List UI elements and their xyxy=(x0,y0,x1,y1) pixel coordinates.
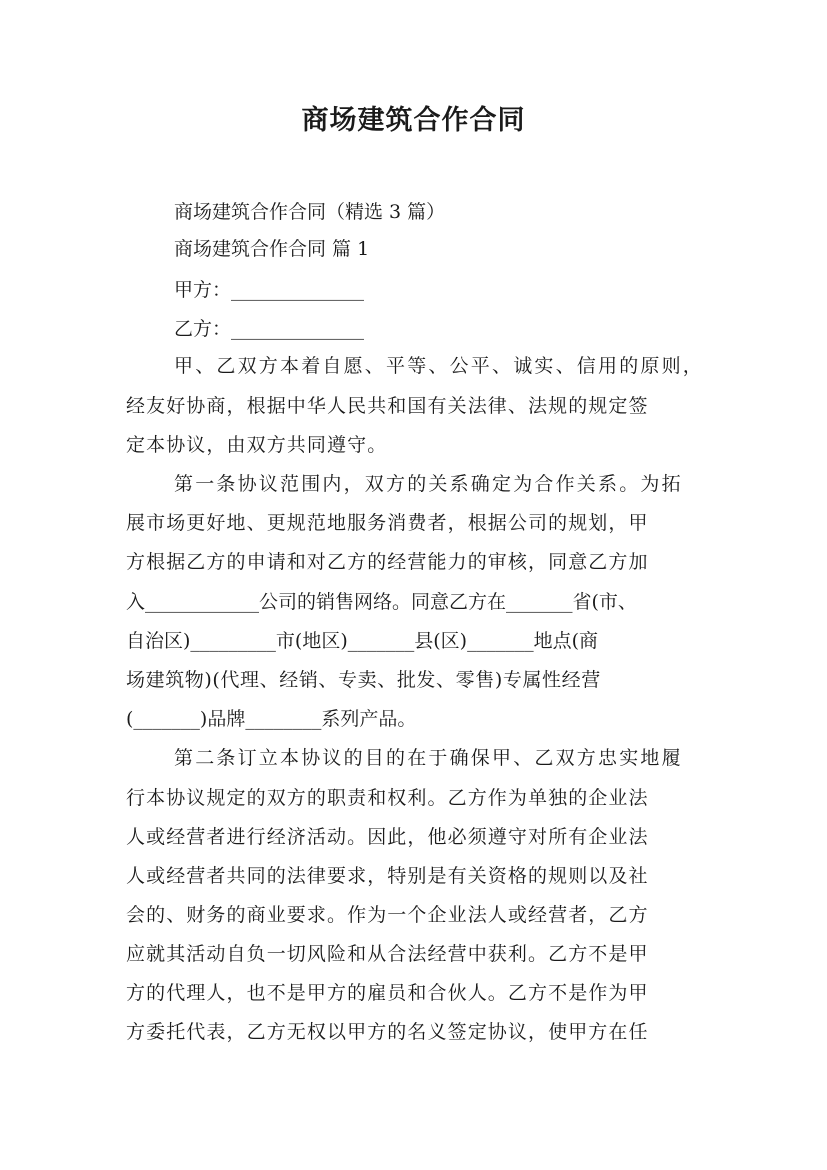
paragraph-line: 定本协议，由双方共同遵守。 xyxy=(126,434,388,456)
section-heading: 商场建筑合作合同 篇 1 xyxy=(174,238,370,260)
party-a-line: 甲方：______________ xyxy=(174,279,365,301)
paragraph-line: 人或经营者共同的法律要求，特别是有关资格的规则以及社 xyxy=(126,865,649,887)
paragraph-line: 方根据乙方的申请和对乙方的经营能力的审核，同意乙方加 xyxy=(126,551,649,573)
paragraph-line: 人或经营者进行经济活动。因此，他必须遵守对所有企业法 xyxy=(126,826,649,848)
paragraph-line: 行本协议规定的双方的职责和权利。乙方作为单独的企业法 xyxy=(126,787,649,809)
paragraph-line: (_______)品牌________系列产品。 xyxy=(126,708,417,730)
paragraph-line: 展市场更好地、更规范地服务消费者，根据公司的规划，甲 xyxy=(126,512,649,534)
paragraph-line: 甲、乙双方本着自愿、平等、公平、诚实、信用的原则， xyxy=(174,355,705,377)
paragraph-line: 经友好协商，根据中华人民共和国有关法律、法规的规定签 xyxy=(126,395,649,417)
party-b-line: 乙方：______________ xyxy=(174,318,365,340)
paragraph-line: 入____________公司的销售网络。同意乙方在_______省(市、 xyxy=(126,591,637,613)
paragraph-line: 方委托代表，乙方无权以甲方的名义签定协议，使甲方在任 xyxy=(126,1021,649,1043)
document-title: 商场建筑合作合同 xyxy=(301,105,526,136)
paragraph-line: 场建筑物)(代理、经销、专卖、批发、零售)专属性经营 xyxy=(126,669,601,691)
paragraph-line: 会的、财务的商业要求。作为一个企业法人或经营者，乙方 xyxy=(126,904,649,926)
paragraph-line: 自治区)_________市(地区)_______县(区)_______地点(商 xyxy=(126,630,598,652)
paragraph-line: 第一条协议范围内，双方的关系确定为合作关系。为拓 xyxy=(174,473,683,495)
paragraph-line: 第二条订立本协议的目的在于确保甲、乙双方忠实地履 xyxy=(174,747,683,769)
document-subtitle: 商场建筑合作合同（精选 3 篇） xyxy=(174,201,446,223)
paragraph-line: 方的代理人，也不是甲方的雇员和合伙人。乙方不是作为甲 xyxy=(126,982,649,1004)
paragraph-line: 应就其活动自负一切风险和从合法经营中获利。乙方不是甲 xyxy=(126,943,649,965)
